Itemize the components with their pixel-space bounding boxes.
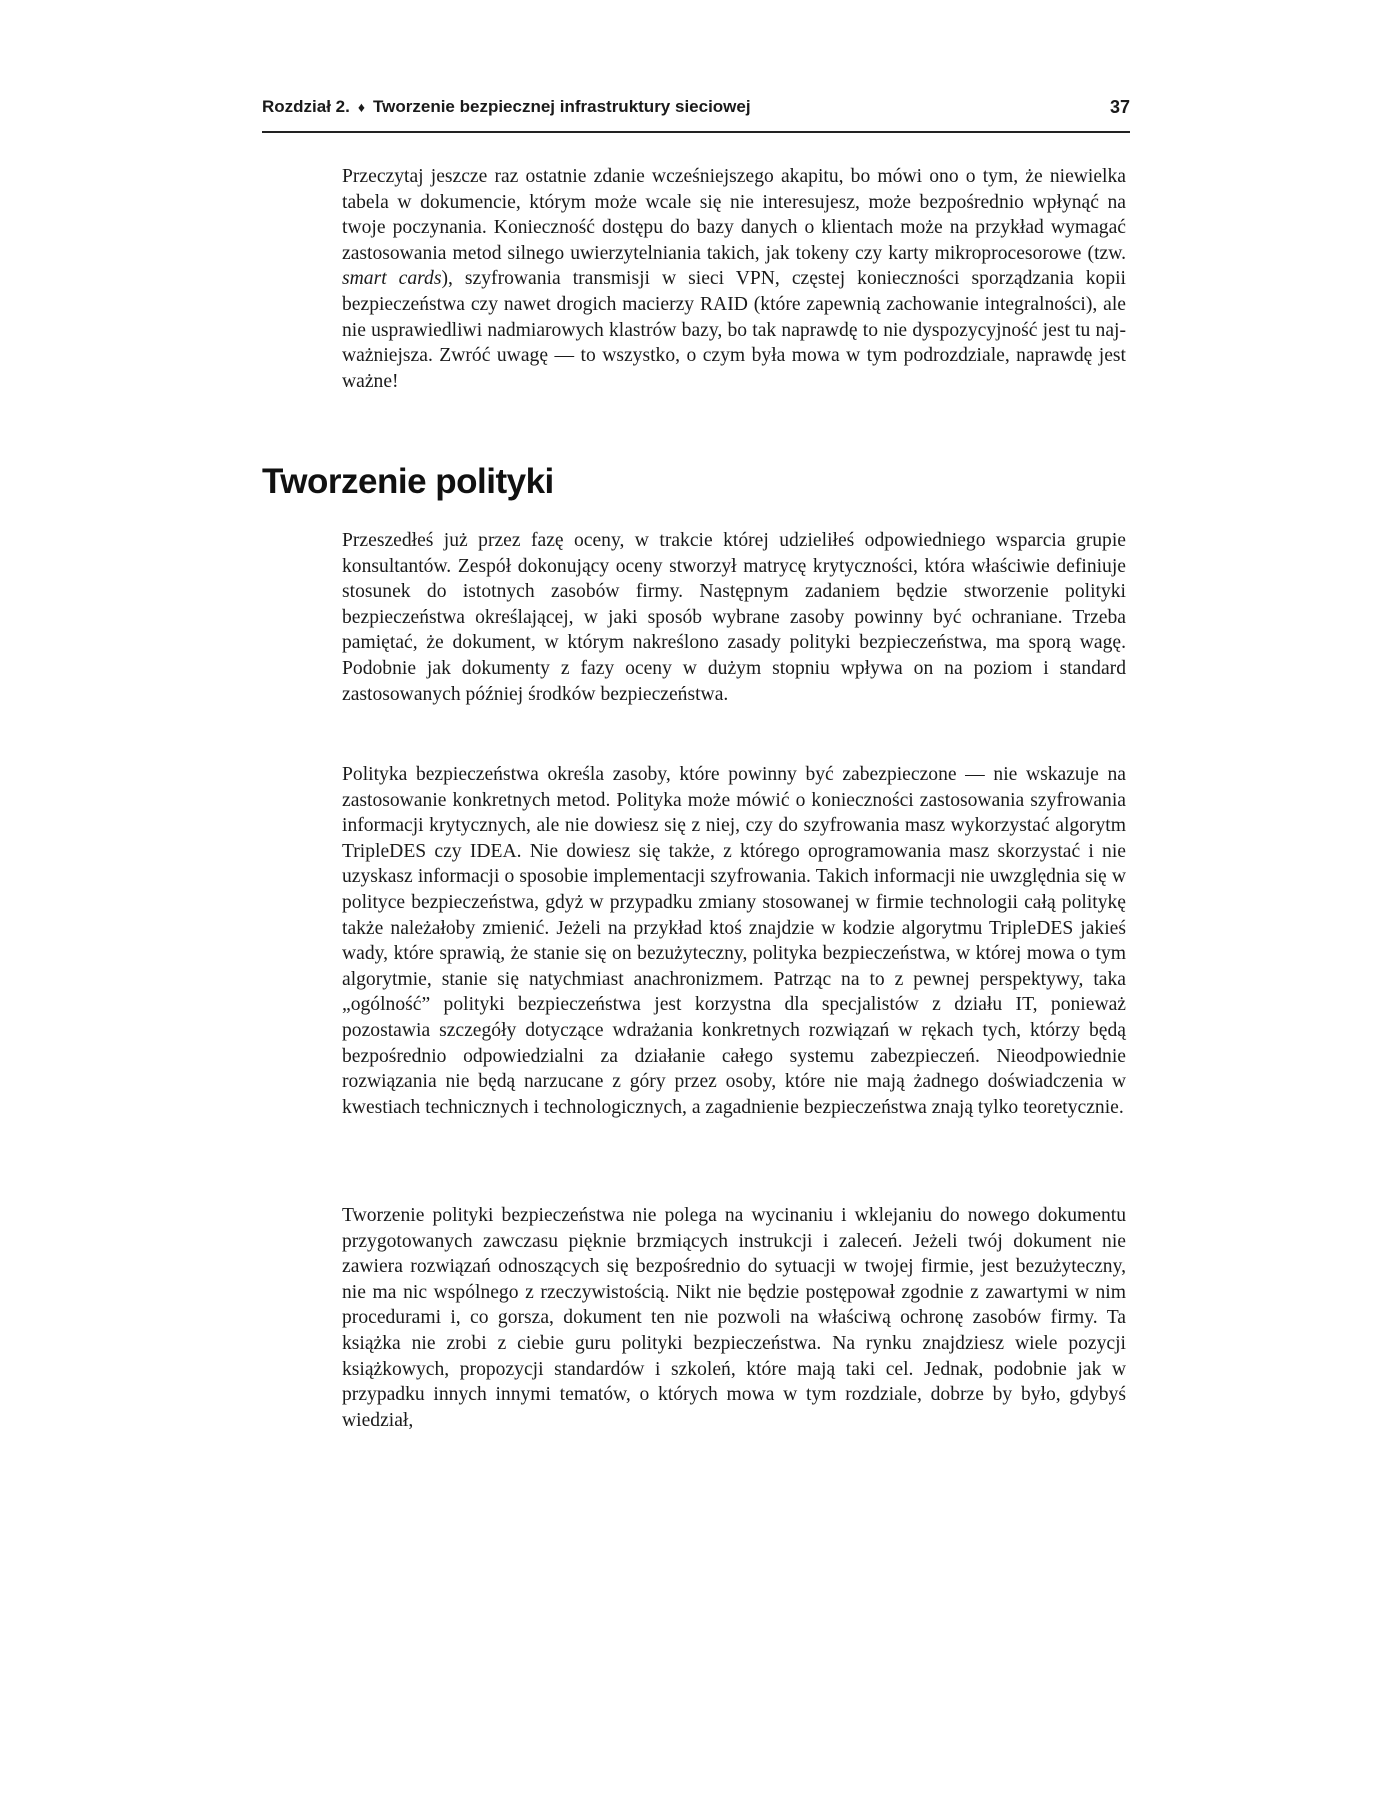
intro-paragraph-text-start: Przeczytaj jeszcze raz ostatnie zdanie wcześniejszego akapitu, bo mówi ono o tym, że niewielka tabela w dokumencie, którym może wcale się nie interesujesz, może bezpośrednio wpłynąć na twoje poczynania. Konieczność dostępu do bazy danych o klientach może na przykład wymagać zastosowania metod silnego uwierzytelniania takich, jak tokeny czy karty mikroprocesorowe (tzw. [342,166,1126,264]
intro-paragraph-italic-term: smart cards [342,268,442,290]
intro-text-block [342,164,1126,394]
intro-paragraph [342,164,1126,394]
chapter-reference [262,97,751,117]
running-header [262,97,1130,133]
section-paragraph-1: Przeszedłeś już przez fazę oceny, w trakcie której udzieliłeś odpowiedniego wsparcia grupie konsultantów. Zespół dokonujący oceny stworzył matrycę krytyczności, która właściwie definiuje stosunek do istotnych zasobów firmy. Następnym zadaniem będzie stworzenie polityki bezpieczeństwa określającej, w jaki sposób wybrane zasoby powinny być ochraniane. Trzeba pamiętać, że dokument, w którym nakreślono zasady polityki bezpieczeństwa, ma sporą wagę. Podobnie jak dokumenty z fazy oceny w dużym stopniu wpływa on na poziom i standard zastosowanych później środków bezpieczeństwa. [342,530,1126,705]
chapter-label: Rozdział 2. [262,97,350,116]
section-paragraph-1-block [342,528,1126,707]
section-paragraph-3: Tworzenie polityki bezpieczeństwa nie polega na wycinaniu i wklejaniu do nowego dokumentu przygotowanych zawczasu pięknie brzmiących instrukcji i zaleceń. Jeżeli twój dokument nie zawiera rozwiązań odnoszących się bezpośrednio do sytuacji w twojej firmie, jest bezużyteczny, nie ma nic wspólnego z rzeczywistością. Nikt nie będzie postępował zgodnie z zawartymi w nim procedurami i, co gorsza, dokument ten nie pozwoli na właściwą ochronę zasobów firmy. Ta książka nie zrobi z ciebie guru polityki bezpieczeństwa. Na rynku znajdziesz wiele pozycji książkowych, propozycji standardów i szkoleń, które mają taki cel. Jednak, podobnie jak w przypadku innych innymi tematów, o których mowa w tym rozdziale, dobrze by było, gdybyś wiedział, [342,1205,1126,1431]
section-paragraph-2-block [342,762,1126,1120]
intro-paragraph-text-end: ), szyfrowania transmisji w sieci VPN, częstej konieczności sporządzania kopii bezpieczeństwa czy nawet drogich macierzy RAID (które zapewnią zachowanie integralności), ale nie usprawiedliwi nadmiarowych klastrów bazy, bo tak naprawdę to nie dyspozycyjność jest tu najważniejsza. Zwróć uwagę — to wszystko, o czym była mowa w tym podrozdziale, naprawdę jest ważne! [342,268,1127,392]
section-paragraph-3-block [342,1203,1126,1433]
section-heading: Tworzenie polityki [262,462,554,501]
section-paragraph-2: Polityka bezpieczeństwa określa zasoby, które powinny być zabezpieczone — nie wskazuje na zastosowanie konkretnych metod. Polityka może mówić o konieczności zastosowania szyfrowania informacji krytycznych, ale nie dowiesz się z niej, czy do szyfrowania masz wykorzystać algorytm TripleDES czy IDEA. Nie dowiesz się także, z którego oprogramowania masz skorzystać i nie uzyskasz informacji o sposobie implementacji szyfrowania. Takich informacji nie uwzględnia się w polityce bezpieczeństwa, gdyż w przypadku zmiany stosowanej w firmie technologii całą politykę także należałoby zmienić. Jeżeli na przykład ktoś znajdzie w kodzie algorytmu TripleDES jakieś wady, które sprawią, że stanie się on bezużyteczny, polityka bezpieczeństwa, w której mowa o tym algorytmie, stanie się natychmiast anachronizmem. Patrząc na to z pewnej perspektywy, taka „ogólność” polityki bezpieczeństwa jest korzystna dla specjalistów z działu IT, ponieważ pozostawia szczegóły dotyczące wdrażania konkretnych rozwiązań w rękach tych, którzy będą bezpośrednio odpowiedzialni za działanie całego systemu zabezpieczeń. Nieodpowiednie rozwiązania nie będą narzucane z góry przez osoby, które nie mają żadnego doświadczenia w kwestiach technicznych i technologicznych, a zagadnienie bezpieczeństwa znają tylko teoretycznie. [342,764,1126,1118]
diamond-separator-icon: ♦ [357,99,366,115]
chapter-title: Tworzenie bezpiecznej infrastruktury sieciowej [373,97,751,116]
page-number: 37 [1109,97,1130,117]
